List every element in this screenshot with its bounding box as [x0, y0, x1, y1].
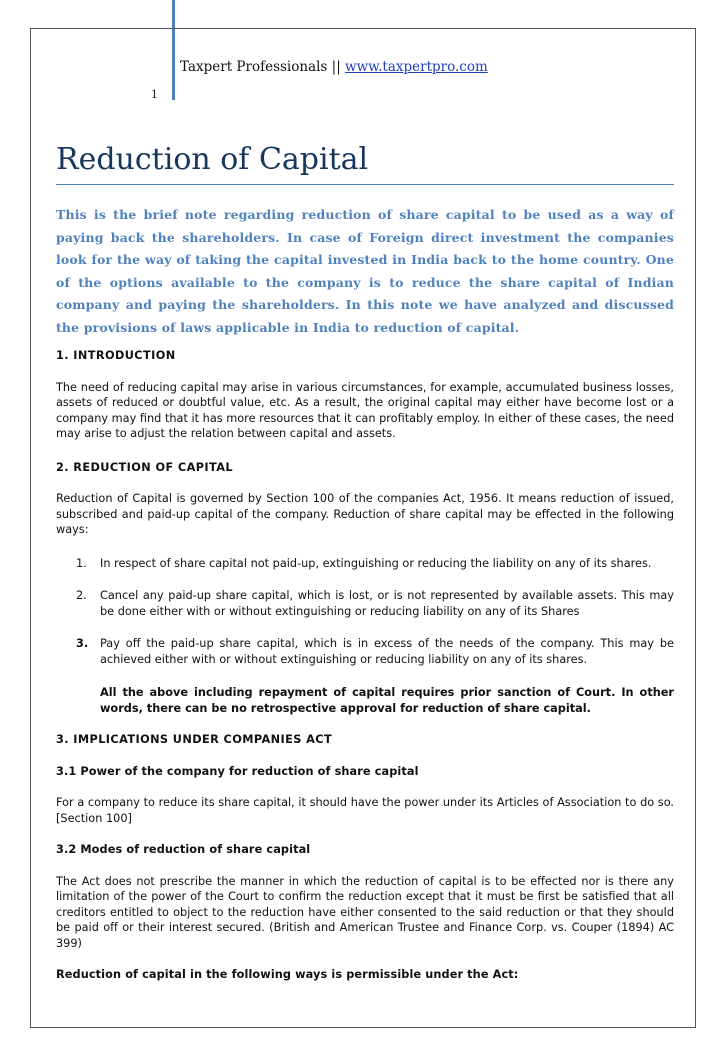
power-paragraph: For a company to reduce its share capital, it should have the power under its Articles of Association to do so. [Section 100] [56, 796, 674, 825]
abstract-paragraph: This is the brief note regarding reduction of share capital to be used as a way of paying back the shareholders. In case of Foreign direct investment the companies look for the way of taking the capital invested in India back to the home country. One of the options available to the company is to reduce the share capital of Indian company and paying the shareholders. In this note we have analyzed and discussed the provisions of laws applicable in India to reduction of capital. [56, 207, 674, 335]
list-item [56, 636, 674, 667]
permissible-ways-lead: Reduction of capital in the following ways is permissible under the Act: [56, 968, 519, 981]
title-divider [56, 184, 674, 185]
document-body [56, 348, 674, 983]
modes-paragraph: The Act does not prescribe the manner in which the reduction of capital is to be effected nor is there any limitation of the power of the Court to confirm the reduction except that it must be first be satisfied that all creditors entitled to object to the reduction have either consented to the said reduction or that they should be paid off or their interest secured. (British and American Trustee and Finance Corp. vs. Couper (1894) AC 399) [56, 874, 674, 950]
list-item-text: In respect of share capital not paid-up, extinguishing or reducing the liability on any of its shares. [100, 556, 652, 570]
court-sanction-note: All the above including repayment of capital requires prior sanction of Court. In other words, there can be no retrospective approval for reduction of share capital. [100, 686, 674, 715]
list-item-number: 2. [76, 589, 87, 602]
subsection-heading-power: 3.1 Power of the company for reduction of share capital [56, 764, 419, 778]
header-url-link[interactable]: www.taxpertpro.com [345, 59, 488, 75]
page-header [180, 59, 488, 75]
section-heading-implications: 3. IMPLICATIONS UNDER COMPANIES ACT [56, 733, 333, 746]
subsection-heading-modes: 3.2 Modes of reduction of share capital [56, 843, 311, 856]
list-item-number: 3. [76, 637, 89, 650]
header-org: Taxpert Professionals || [180, 59, 341, 75]
list-item-text: Cancel any paid-up share capital, which is lost, or is not represented by available assets. This may be done either with or without extinguishing or reducing liability on any of its Shares [100, 589, 674, 618]
list-item [56, 556, 674, 572]
introduction-paragraph: The need of reducing capital may arise in various circumstances, for example, accumulated business losses, assets of reduced or doubtful value, etc. As a result, the original capital may either have become lost or a company may find that it has more resources that it can profitably employ. In either of these cases, the need may arise to adjust the relation between capital and assets. [56, 380, 674, 440]
page-number: 1 [151, 88, 158, 101]
reduction-paragraph: Reduction of Capital is governed by Section 100 of the companies Act, 1956. It means reduction of issued, subscribed and paid-up capital of the company. Reduction of share capital may be effected in the following ways: [56, 492, 674, 536]
list-item-text: Pay off the paid-up share capital, which is in excess of the needs of the company. This may be achieved either with or without extinguishing or reducing liability on any of its shares. [100, 637, 674, 666]
document-title: Reduction of Capital [56, 142, 369, 177]
list-item-number: 1. [76, 556, 87, 570]
section-heading-introduction: 1. INTRODUCTION [56, 349, 176, 362]
section-heading-reduction-of-capital: 2. REDUCTION OF CAPITAL [56, 460, 233, 474]
list-item [56, 588, 674, 619]
reduction-ways-list [56, 556, 674, 668]
